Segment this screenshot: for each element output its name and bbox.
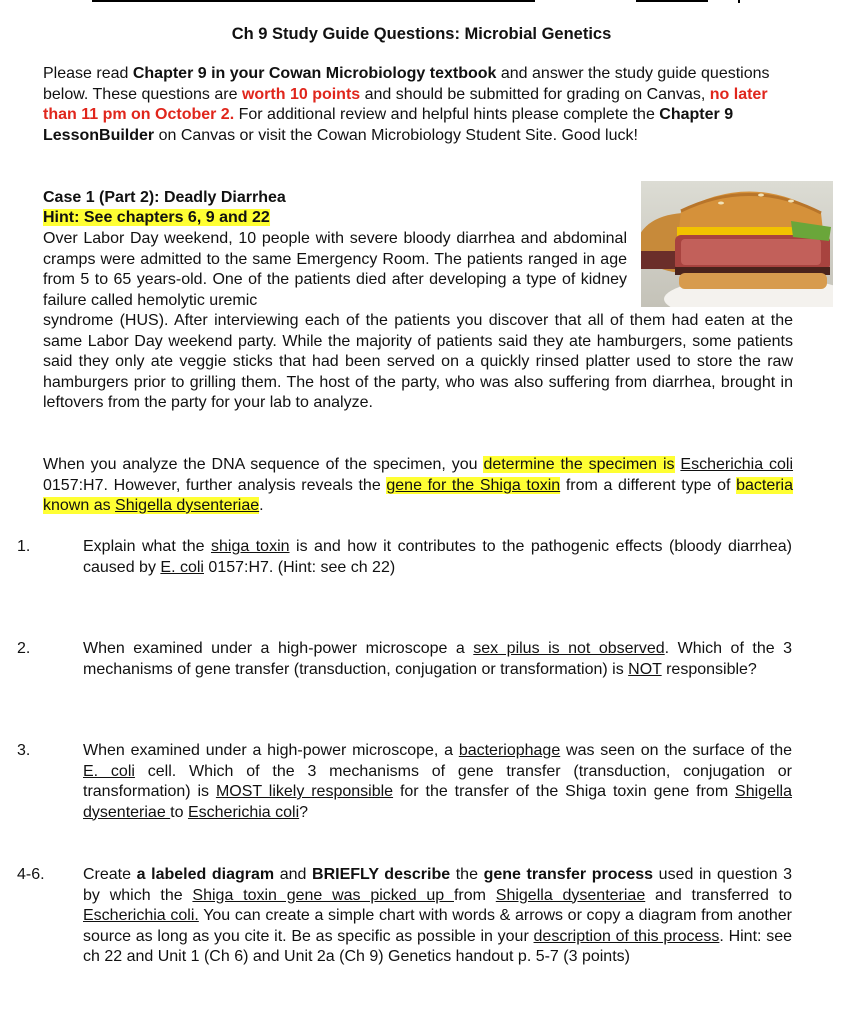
organism-name: Escherichia coli bbox=[680, 456, 794, 473]
points-text: worth 10 points bbox=[241, 85, 361, 103]
top-rule-right bbox=[636, 0, 708, 2]
page-title: Ch 9 Study Guide Questions: Microbial Genetics bbox=[231, 25, 612, 43]
deadline-text: no later than 11 pm on October 2. bbox=[43, 85, 768, 123]
question-4-6-number: 4-6. bbox=[17, 866, 45, 883]
lessonbuilder-ref: Chapter 9 LessonBuilder bbox=[43, 106, 734, 144]
hamburger-illustration bbox=[641, 181, 833, 307]
question-2-text: When examined under a high-power microscope a sex pilus is not observed. Which of the 3 mechanisms of gene transfer (transduction, conjugation or transformation) is NOT responsible? bbox=[83, 640, 793, 678]
shiga-gene-highlight: gene for the Shiga toxin bbox=[386, 476, 561, 494]
hamburger-photo bbox=[641, 181, 833, 307]
intro-chapter-ref: Chapter 9 in your Cowan Microbiology textbook bbox=[132, 65, 497, 82]
shigella-highlight: Shigella dysenteriae bbox=[115, 497, 260, 514]
top-rule-tick bbox=[738, 0, 740, 3]
question-2-number: 2. bbox=[17, 640, 31, 657]
case-paragraph-2: When you analyze the DNA sequence of the specimen, you determine the specimen is Escherichia coli 0157:H7. However, further analysis reveals the gene for the Shiga toxin from a different type of bacteria known as Shigella dysenteriae. bbox=[43, 456, 794, 514]
question-1-number: 1. bbox=[17, 538, 31, 555]
top-rule-left bbox=[92, 0, 535, 2]
case-paragraph-1-narrow: Over Labor Day weekend, 10 people with severe bloody diarrhea and abdominal cramps were admitted to the same Emergency Room. The patients ranged in age from 5 to 65 years-old. One of the patients died after developing a type of kidney failure called hemolytic uremic bbox=[43, 230, 627, 309]
question-4-6-text: Create a labeled diagram and BRIEFLY describe the gene transfer process used in question 3 by which the Shiga toxin gene was picked up from Shigella dysenteriae and transferred to Escherichia coli. You can create a simple chart with words & arrows or copy a diagram from another source as long as you cite it. Be as specific as possible in your description of this process. Hint: see ch 22 and Unit 1 (Ch 6) and Unit 2a (Ch 9) Genetics handout p. 5-7 (3 points) bbox=[83, 866, 793, 965]
question-1-text: Explain what the shiga toxin is and how it contributes to the pathogenic effects (bloody diarrhea) caused by E. coli 0157:H7. (Hint: see ch 22) bbox=[83, 538, 792, 576]
case-hint: Hint: See chapters 6, 9 and 22 bbox=[43, 209, 270, 226]
case-paragraph-1-wide: syndrome (HUS). After interviewing each of the patients you discover that all of them had eaten at the same Labor Day weekend party. While the majority of patients said they ate hamburgers, some patients said they only ate veggie sticks that had been served on a quickly rinsed platter used to store the raw hamburgers prior to grilling them. The host of the party, who was also suffering from diarrhea, brought in leftovers from the party for your lab to analyze. bbox=[43, 312, 793, 411]
question-3-number: 3. bbox=[17, 742, 31, 759]
question-3-text: When examined under a high-power microscope, a bacteriophage was seen on the surface of the E. coli cell. Which of the 3 mechanisms of gene transfer (transduction, conjugation or transformation) is MOST likely responsible for the transfer of the Shiga toxin gene from Shigella dysenteriae to Escherichia coli? bbox=[83, 742, 792, 821]
intro-paragraph: Please read Chapter 9 in your Cowan Microbiology textbook and answer the study guide questions below. These questions are worth 10 points and should be submitted for grading on Canvas, no later than 11 pm on October 2. For additional review and helpful hints please complete the Chapter 9 LessonBuilder on Canvas or visit the Cowan Microbiology Student Site. Good luck! bbox=[43, 65, 770, 144]
case-title: Case 1 (Part 2): Deadly Diarrhea bbox=[43, 189, 286, 206]
